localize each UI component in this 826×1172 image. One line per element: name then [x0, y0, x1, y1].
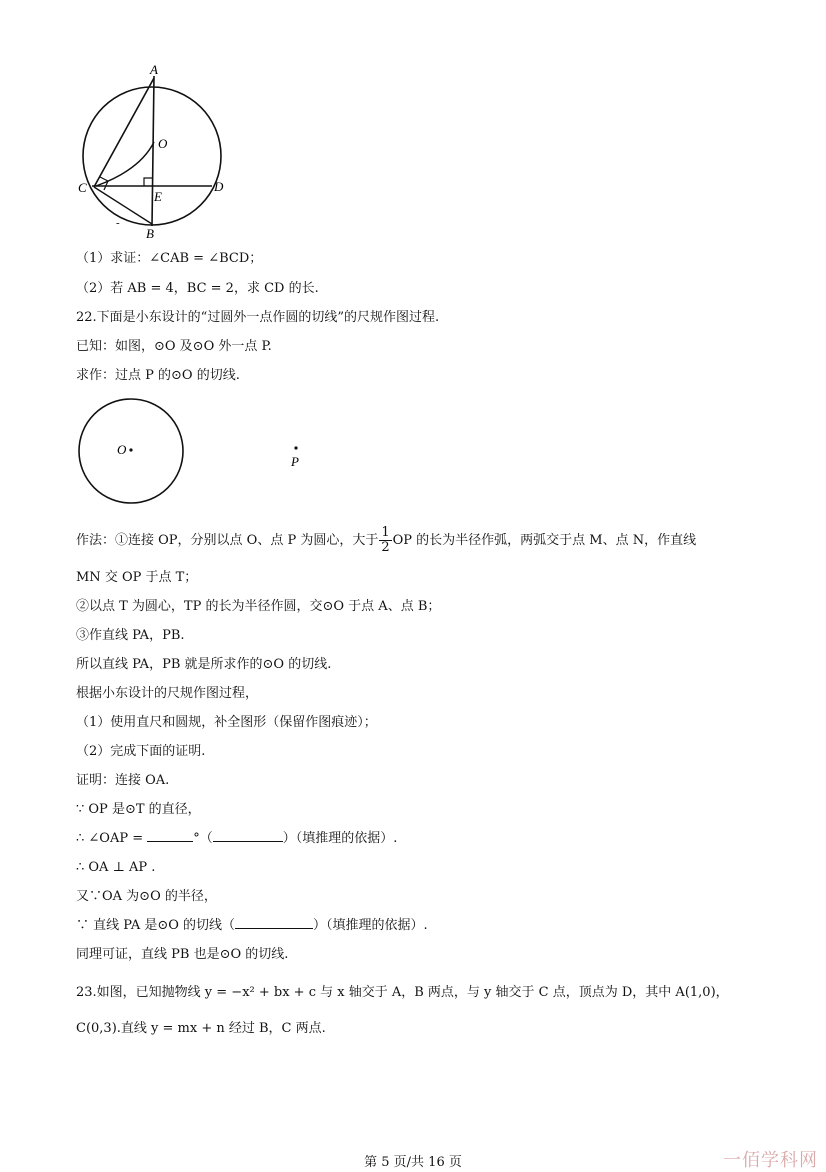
answer-blank-reason-2[interactable] [235, 928, 313, 929]
angle-text-a: ∴ ∠OAP = [76, 831, 144, 846]
label-dash: - [116, 217, 120, 229]
center-o-dot [129, 448, 132, 451]
frac-num: 1 [381, 525, 390, 540]
figure-circle-o-point-p [74, 396, 314, 508]
q21-part2: （2）若 AB = 4，BC = 2，求 CD 的长. [76, 281, 319, 296]
page-footer: 第 5 页/共 16 页 [364, 1155, 462, 1170]
q22-method-step1 [76, 526, 696, 555]
label-p: P [291, 454, 299, 469]
frac-den: 2 [381, 540, 390, 555]
q21-part1: （1）求证：∠CAB = ∠BCD； [76, 251, 263, 266]
segment-ca [94, 78, 154, 187]
q22-since-op: ∵ OP 是⊙T 的直径， [76, 802, 201, 817]
fraction-half [379, 526, 391, 555]
label-c: C [78, 180, 87, 195]
label-o: O [158, 136, 168, 151]
label-b: B [146, 226, 154, 240]
q22-angle-line [76, 830, 397, 848]
method-text-b: OP 的长为半径作弧，两弧交于点 M、点 N，作直线 [392, 533, 697, 548]
answer-blank-reason-1[interactable] [213, 841, 283, 842]
label-a: A [150, 62, 158, 77]
angle-text-c: ）（填推理的依据）. [282, 831, 398, 846]
q22-step2: ②以点 T 为圆心，TP 的长为半径作圆，交⊙O 于点 A、点 B； [76, 599, 441, 614]
q22-method-c: MN 交 OP 于点 T； [76, 570, 198, 585]
q22-tangent-line [76, 917, 428, 935]
q22-sub2: （2）完成下面的证明. [76, 744, 206, 759]
figure-circle-abcd [70, 60, 240, 240]
q22-sub1: （1）使用直尺和圆规，补全图形（保留作图痕迹）； [76, 715, 377, 730]
q22-known: 已知：如图，⊙O 及⊙O 外一点 P. [76, 339, 272, 354]
right-angle-e [144, 178, 152, 186]
angle-text-b: °（ [193, 831, 213, 846]
q22-step3: ③作直线 PA，PB. [76, 628, 185, 643]
label-o-2: O [117, 442, 127, 457]
q22-proof-start: 证明：连接 OA. [76, 773, 170, 788]
tangent-text-b: ）（填推理的依据）. [313, 918, 428, 933]
method-text-a: 作法：①连接 OP，分别以点 O、点 P 为圆心，大于 [76, 533, 379, 548]
q22-radius: 又∵OA 为⊙O 的半径， [76, 889, 217, 904]
q22-conclusion: 所以直线 PA，PB 就是所求作的⊙O 的切线. [76, 657, 332, 672]
q22-similarly: 同理可证，直线 PB 也是⊙O 的切线. [76, 947, 289, 962]
label-d: D [214, 179, 224, 194]
tangent-text-a: ∵ 直线 PA 是⊙O 的切线（ [76, 918, 236, 933]
label-e: E [154, 189, 162, 204]
q22-according: 根据小东设计的尺规作图过程， [76, 686, 259, 701]
q23-line2: C(0,3).直线 y = mx + n 经过 B，C 两点. [76, 1021, 326, 1036]
point-p-dot [294, 446, 297, 449]
q22-intro: 22.下面是小东设计的“过圆外一点作圆的切线”的尺规作图过程. [76, 310, 440, 325]
q23-line1: 23.如图，已知抛物线 y = −x² + bx + c 与 x 轴交于 A，B 两点，与 y 轴交于 C 点，顶点为 D，其中 A(1,0)， [76, 985, 729, 1000]
answer-blank-angle[interactable] [147, 841, 193, 842]
q22-perp: ∴ OA ⊥ AP . [76, 860, 156, 875]
q22-task: 求作：过点 P 的⊙O 的切线. [76, 368, 240, 383]
watermark: 一佰学科网 [723, 1150, 818, 1171]
